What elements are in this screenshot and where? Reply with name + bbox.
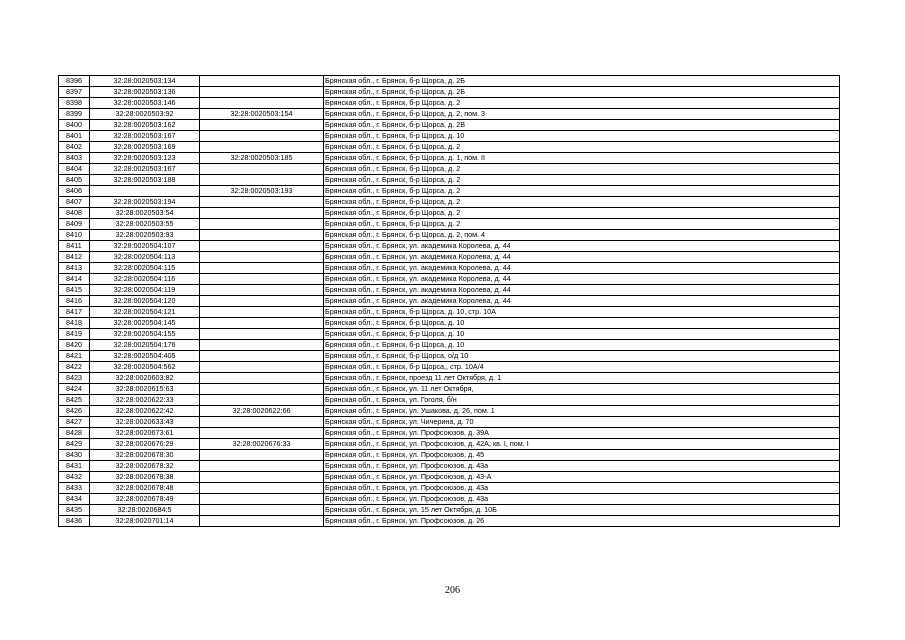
secondary-cadastral-number-cell bbox=[200, 274, 324, 285]
secondary-cadastral-number-cell bbox=[200, 362, 324, 373]
secondary-cadastral-number-cell bbox=[200, 241, 324, 252]
table-row bbox=[59, 241, 840, 252]
table-row bbox=[59, 505, 840, 516]
row-number-cell: 8406 bbox=[59, 186, 90, 197]
cadastral-number-cell: 32:28:0020678:49 bbox=[90, 494, 200, 505]
row-number-cell: 8403 bbox=[59, 153, 90, 164]
address-cell: Брянская обл., г. Брянск, б-р Щорса, д. 10 bbox=[324, 340, 840, 351]
row-number-cell: 8408 bbox=[59, 208, 90, 219]
cadastral-number-cell: 32:28:0020503:123 bbox=[90, 153, 200, 164]
secondary-cadastral-number-cell bbox=[200, 516, 324, 527]
row-number-cell: 8433 bbox=[59, 483, 90, 494]
secondary-cadastral-number-cell bbox=[200, 395, 324, 406]
row-number-cell: 8411 bbox=[59, 241, 90, 252]
row-number-cell: 8396 bbox=[59, 76, 90, 87]
secondary-cadastral-number-cell bbox=[200, 98, 324, 109]
cadastral-number-cell: 32:28:0020678:38 bbox=[90, 472, 200, 483]
cadastral-number-cell: 32:28:0020504:145 bbox=[90, 318, 200, 329]
table-row bbox=[59, 164, 840, 175]
secondary-cadastral-number-cell bbox=[200, 351, 324, 362]
property-register-table bbox=[58, 75, 840, 527]
address-cell: Брянская обл., г. Брянск, ул. Профсоюзов, д. 45 bbox=[324, 450, 840, 461]
secondary-cadastral-number-cell: 32:28:0020503:185 bbox=[200, 153, 324, 164]
table-row bbox=[59, 109, 840, 120]
secondary-cadastral-number-cell bbox=[200, 296, 324, 307]
row-number-cell: 8417 bbox=[59, 307, 90, 318]
row-number-cell: 8426 bbox=[59, 406, 90, 417]
cadastral-number-cell: 32:28:0020504:405 bbox=[90, 351, 200, 362]
table-row bbox=[59, 175, 840, 186]
table-row bbox=[59, 351, 840, 362]
page-number: 206 bbox=[445, 585, 460, 596]
secondary-cadastral-number-cell bbox=[200, 340, 324, 351]
cadastral-number-cell: 32:28:0020678:30 bbox=[90, 450, 200, 461]
row-number-cell: 8398 bbox=[59, 98, 90, 109]
row-number-cell: 8429 bbox=[59, 439, 90, 450]
row-number-cell: 8418 bbox=[59, 318, 90, 329]
table-row bbox=[59, 307, 840, 318]
table-row bbox=[59, 230, 840, 241]
cadastral-number-cell: 32:28:0020504:116 bbox=[90, 274, 200, 285]
secondary-cadastral-number-cell bbox=[200, 307, 324, 318]
cadastral-number-cell: 32:28:0020504:562 bbox=[90, 362, 200, 373]
table-row bbox=[59, 494, 840, 505]
cadastral-number-cell: 32:28:0020503:169 bbox=[90, 142, 200, 153]
row-number-cell: 8424 bbox=[59, 384, 90, 395]
secondary-cadastral-number-cell bbox=[200, 164, 324, 175]
secondary-cadastral-number-cell bbox=[200, 197, 324, 208]
address-cell: Брянская обл., г. Брянск, б-р Щорса, д. 10, стр. 10А bbox=[324, 307, 840, 318]
cadastral-number-cell: 32:28:0020503:167 bbox=[90, 164, 200, 175]
secondary-cadastral-number-cell bbox=[200, 142, 324, 153]
cadastral-number-cell: 32:28:0020701:14 bbox=[90, 516, 200, 527]
table-row bbox=[59, 406, 840, 417]
address-cell: Брянская обл., г. Брянск, б-р Щорса, д. 2, пом. 3 bbox=[324, 109, 840, 120]
address-cell: Брянская обл., г. Брянск, б-р Щорса, д. 2 bbox=[324, 186, 840, 197]
table-row bbox=[59, 197, 840, 208]
address-cell: Брянская обл., г. Брянск, ул. Профсоюзов, д. 42А, кв. I, пом. I bbox=[324, 439, 840, 450]
cadastral-number-cell: 32:28:0020503:92 bbox=[90, 109, 200, 120]
register-table-body bbox=[59, 76, 840, 527]
cadastral-number-cell: 32:28:0020503:93 bbox=[90, 230, 200, 241]
table-row bbox=[59, 87, 840, 98]
row-number-cell: 8416 bbox=[59, 296, 90, 307]
cadastral-number-cell: 32:28:0020622:42 bbox=[90, 406, 200, 417]
secondary-cadastral-number-cell bbox=[200, 329, 324, 340]
table-row bbox=[59, 76, 840, 87]
table-row bbox=[59, 373, 840, 384]
secondary-cadastral-number-cell bbox=[200, 219, 324, 230]
cadastral-number-cell: 32:28:0020503:188 bbox=[90, 175, 200, 186]
secondary-cadastral-number-cell bbox=[200, 483, 324, 494]
cadastral-number-cell: 32:28:0020678:48 bbox=[90, 483, 200, 494]
row-number-cell: 8413 bbox=[59, 263, 90, 274]
row-number-cell: 8404 bbox=[59, 164, 90, 175]
table-row bbox=[59, 186, 840, 197]
cadastral-number-cell: 32:28:0020503:194 bbox=[90, 197, 200, 208]
cadastral-number-cell: 32:28:0020504:121 bbox=[90, 307, 200, 318]
row-number-cell: 8434 bbox=[59, 494, 90, 505]
row-number-cell: 8410 bbox=[59, 230, 90, 241]
address-cell: Брянская обл., г. Брянск, ул. Ушакова, д. 26, пом. 1 bbox=[324, 406, 840, 417]
cadastral-number-cell: 32:28:0020633:43 bbox=[90, 417, 200, 428]
secondary-cadastral-number-cell bbox=[200, 76, 324, 87]
address-cell: Брянская обл., г. Брянск, б-р Щорса, д. 10 bbox=[324, 329, 840, 340]
secondary-cadastral-number-cell bbox=[200, 384, 324, 395]
address-cell: Брянская обл., г. Брянск, б-р Щорса, д. 1, пом. II bbox=[324, 153, 840, 164]
row-number-cell: 8432 bbox=[59, 472, 90, 483]
address-cell: Брянская обл., г. Брянск, б-р Щорса, д. 2 bbox=[324, 208, 840, 219]
table-row bbox=[59, 296, 840, 307]
table-row bbox=[59, 439, 840, 450]
address-cell: Брянская обл., г. Брянск, б-р Щорса, д. 2 bbox=[324, 164, 840, 175]
table-row bbox=[59, 142, 840, 153]
table-row bbox=[59, 340, 840, 351]
table-row bbox=[59, 219, 840, 230]
table-row bbox=[59, 252, 840, 263]
table-row bbox=[59, 131, 840, 142]
secondary-cadastral-number-cell bbox=[200, 428, 324, 439]
secondary-cadastral-number-cell: 32:28:0020503:154 bbox=[200, 109, 324, 120]
row-number-cell: 8431 bbox=[59, 461, 90, 472]
row-number-cell: 8425 bbox=[59, 395, 90, 406]
row-number-cell: 8436 bbox=[59, 516, 90, 527]
address-cell: Брянская обл., г. Брянск, б-р Щорса, д. 2В bbox=[324, 120, 840, 131]
cadastral-number-cell: 32:28:0020504:176 bbox=[90, 340, 200, 351]
secondary-cadastral-number-cell bbox=[200, 87, 324, 98]
secondary-cadastral-number-cell: 32:28:0020622:66 bbox=[200, 406, 324, 417]
secondary-cadastral-number-cell bbox=[200, 505, 324, 516]
table-row bbox=[59, 395, 840, 406]
row-number-cell: 8399 bbox=[59, 109, 90, 120]
row-number-cell: 8427 bbox=[59, 417, 90, 428]
table-row bbox=[59, 450, 840, 461]
cadastral-number-cell: 32:28:0020678:32 bbox=[90, 461, 200, 472]
secondary-cadastral-number-cell bbox=[200, 131, 324, 142]
cadastral-number-cell: 32:28:0020673:61 bbox=[90, 428, 200, 439]
secondary-cadastral-number-cell: 32:28:0020503:193 bbox=[200, 186, 324, 197]
address-cell: Брянская обл., г. Брянск, ул. Профсоюзов, д. 43-А bbox=[324, 472, 840, 483]
address-cell: Брянская обл., г. Брянск, ул. Чичерина, д. 70 bbox=[324, 417, 840, 428]
address-cell: Брянская обл., г. Брянск, ул. академика Королева, д. 44 bbox=[324, 296, 840, 307]
row-number-cell: 8421 bbox=[59, 351, 90, 362]
address-cell: Брянская обл., г. Брянск, б-р Щорса, д. 2 bbox=[324, 98, 840, 109]
address-cell: Брянская обл., г. Брянск, ул. академика Королева, д. 44 bbox=[324, 285, 840, 296]
row-number-cell: 8419 bbox=[59, 329, 90, 340]
address-cell: Брянская обл., г. Брянск, ул. Профсоюзов, д. 43а bbox=[324, 461, 840, 472]
address-cell: Брянская обл., г. Брянск, ул. академика Королева, д. 44 bbox=[324, 263, 840, 274]
secondary-cadastral-number-cell bbox=[200, 263, 324, 274]
table-row bbox=[59, 362, 840, 373]
table-row bbox=[59, 516, 840, 527]
row-number-cell: 8405 bbox=[59, 175, 90, 186]
table-row bbox=[59, 274, 840, 285]
cadastral-number-cell: 32:28:0020503:162 bbox=[90, 120, 200, 131]
address-cell: Брянская обл., г. Брянск, ул. Профсоюзов, д. 43а bbox=[324, 483, 840, 494]
table-row bbox=[59, 285, 840, 296]
address-cell: Брянская обл., г. Брянск, б-р Щорса, д. 2Б bbox=[324, 87, 840, 98]
cadastral-number-cell: 32:28:0020615:63 bbox=[90, 384, 200, 395]
row-number-cell: 8407 bbox=[59, 197, 90, 208]
secondary-cadastral-number-cell: 32:28:0020676:33 bbox=[200, 439, 324, 450]
secondary-cadastral-number-cell bbox=[200, 318, 324, 329]
cadastral-number-cell bbox=[90, 186, 200, 197]
table-row bbox=[59, 98, 840, 109]
secondary-cadastral-number-cell bbox=[200, 285, 324, 296]
secondary-cadastral-number-cell bbox=[200, 230, 324, 241]
table-row bbox=[59, 263, 840, 274]
address-cell: Брянская обл., г. Брянск, б-р Щорса, д. 2 bbox=[324, 142, 840, 153]
cadastral-number-cell: 32:28:0020504:120 bbox=[90, 296, 200, 307]
address-cell: Брянская обл., г. Брянск, ул. Профсоюзов, д. 26 bbox=[324, 516, 840, 527]
address-cell: Брянская обл., г. Брянск, б-р Щорса, д. 10 bbox=[324, 131, 840, 142]
address-cell: Брянская обл., г. Брянск, б-р Щорса, д. 2 bbox=[324, 197, 840, 208]
row-number-cell: 8402 bbox=[59, 142, 90, 153]
secondary-cadastral-number-cell bbox=[200, 120, 324, 131]
row-number-cell: 8422 bbox=[59, 362, 90, 373]
address-cell: Брянская обл., г. Брянск, ул. академика Королева, д. 44 bbox=[324, 241, 840, 252]
table-row bbox=[59, 483, 840, 494]
secondary-cadastral-number-cell bbox=[200, 450, 324, 461]
address-cell: Брянская обл., г. Брянск, ул. Гоголя, б/н bbox=[324, 395, 840, 406]
address-cell: Брянская обл., г. Брянск, проезд 11 лет Октября, д. 1 bbox=[324, 373, 840, 384]
address-cell: Брянская обл., г. Брянск, ул. Профсоюзов, д. 43а bbox=[324, 494, 840, 505]
cadastral-number-cell: 32:28:0020503:167 bbox=[90, 131, 200, 142]
cadastral-number-cell: 32:28:0020504:119 bbox=[90, 285, 200, 296]
row-number-cell: 8401 bbox=[59, 131, 90, 142]
address-cell: Брянская обл., г. Брянск, ул. 11 лет Октября, bbox=[324, 384, 840, 395]
table-row bbox=[59, 318, 840, 329]
cadastral-number-cell: 32:28:0020622:33 bbox=[90, 395, 200, 406]
address-cell: Брянская обл., г. Брянск, ул. академика Королева, д. 44 bbox=[324, 252, 840, 263]
row-number-cell: 8400 bbox=[59, 120, 90, 131]
row-number-cell: 8397 bbox=[59, 87, 90, 98]
row-number-cell: 8415 bbox=[59, 285, 90, 296]
cadastral-number-cell: 32:28:0020503:134 bbox=[90, 76, 200, 87]
address-cell: Брянская обл., г. Брянск, б-р Щорса, о/д 10 bbox=[324, 351, 840, 362]
row-number-cell: 8409 bbox=[59, 219, 90, 230]
cadastral-number-cell: 32:28:0020504:115 bbox=[90, 263, 200, 274]
cadastral-number-cell: 32:28:0020503:54 bbox=[90, 208, 200, 219]
cadastral-number-cell: 32:28:0020603:82 bbox=[90, 373, 200, 384]
cadastral-number-cell: 32:28:0020684:5 bbox=[90, 505, 200, 516]
secondary-cadastral-number-cell bbox=[200, 252, 324, 263]
cadastral-number-cell: 32:28:0020504:113 bbox=[90, 252, 200, 263]
address-cell: Брянская обл., г. Брянск, б-р Щорса, д. 10 bbox=[324, 318, 840, 329]
cadastral-number-cell: 32:28:0020503:136 bbox=[90, 87, 200, 98]
table-row bbox=[59, 329, 840, 340]
table-row bbox=[59, 428, 840, 439]
cadastral-number-cell: 32:28:0020503:146 bbox=[90, 98, 200, 109]
secondary-cadastral-number-cell bbox=[200, 208, 324, 219]
secondary-cadastral-number-cell bbox=[200, 472, 324, 483]
table-row bbox=[59, 384, 840, 395]
address-cell: Брянская обл., г. Брянск, б-р Щорса,, стр. 10А/4 bbox=[324, 362, 840, 373]
row-number-cell: 8430 bbox=[59, 450, 90, 461]
secondary-cadastral-number-cell bbox=[200, 175, 324, 186]
row-number-cell: 8420 bbox=[59, 340, 90, 351]
cadastral-number-cell: 32:28:0020504:155 bbox=[90, 329, 200, 340]
address-cell: Брянская обл., г. Брянск, б-р Щорса, д. 2 bbox=[324, 219, 840, 230]
row-number-cell: 8414 bbox=[59, 274, 90, 285]
secondary-cadastral-number-cell bbox=[200, 461, 324, 472]
row-number-cell: 8428 bbox=[59, 428, 90, 439]
table-row bbox=[59, 208, 840, 219]
address-cell: Брянская обл., г. Брянск, б-р Щорса, д. 2Б bbox=[324, 76, 840, 87]
cadastral-number-cell: 32:28:0020676:29 bbox=[90, 439, 200, 450]
row-number-cell: 8412 bbox=[59, 252, 90, 263]
cadastral-number-cell: 32:28:0020503:55 bbox=[90, 219, 200, 230]
address-cell: Брянская обл., г. Брянск, б-р Щорса, д. 2, пом. 4 bbox=[324, 230, 840, 241]
row-number-cell: 8435 bbox=[59, 505, 90, 516]
address-cell: Брянская обл., г. Брянск, ул. академика Королева, д. 44 bbox=[324, 274, 840, 285]
table-row bbox=[59, 461, 840, 472]
secondary-cadastral-number-cell bbox=[200, 417, 324, 428]
table-row bbox=[59, 472, 840, 483]
table-row bbox=[59, 153, 840, 164]
address-cell: Брянская обл., г. Брянск, ул. 15 лет Октября, д. 10Б bbox=[324, 505, 840, 516]
secondary-cadastral-number-cell bbox=[200, 373, 324, 384]
address-cell: Брянская обл., г. Брянск, б-р Щорса, д. 2 bbox=[324, 175, 840, 186]
cadastral-number-cell: 32:28:0020504:107 bbox=[90, 241, 200, 252]
table-row bbox=[59, 120, 840, 131]
row-number-cell: 8423 bbox=[59, 373, 90, 384]
secondary-cadastral-number-cell bbox=[200, 494, 324, 505]
address-cell: Брянская обл., г. Брянск, ул. Профсоюзов, д. 39А bbox=[324, 428, 840, 439]
table-row bbox=[59, 417, 840, 428]
